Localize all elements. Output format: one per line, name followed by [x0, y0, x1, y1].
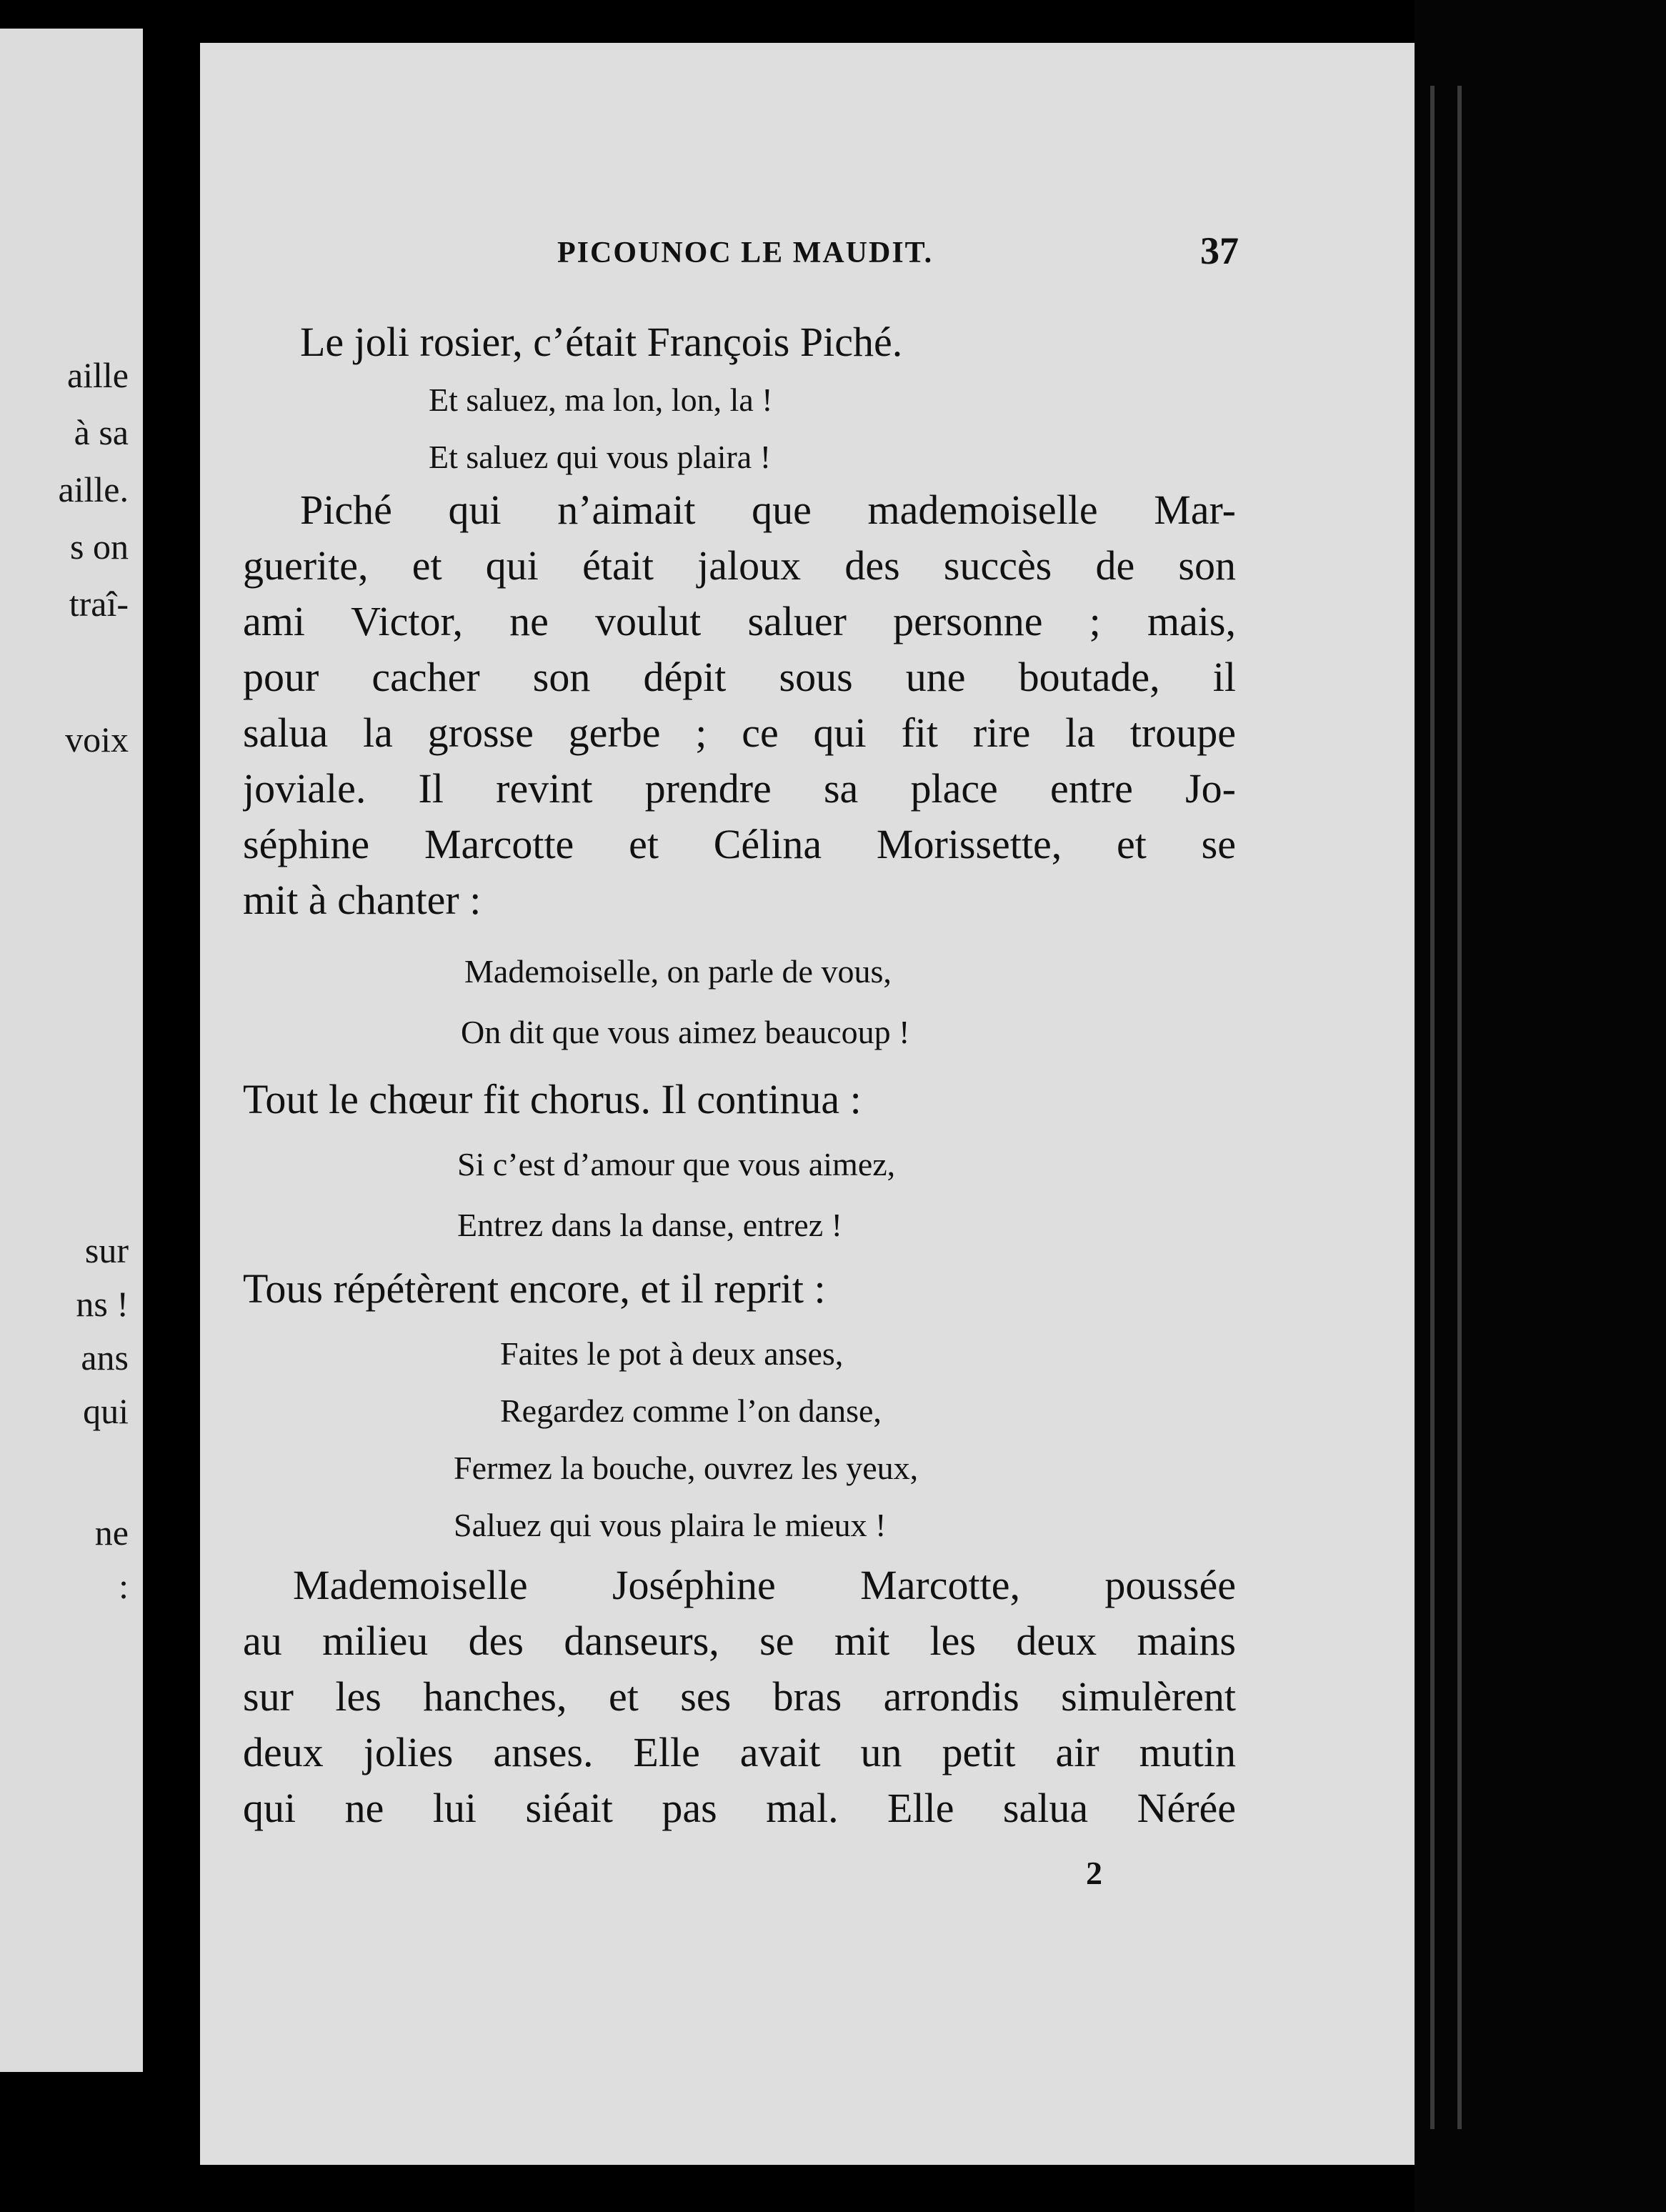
paragraph-line: ami Victor, ne voulut saluer personne ; mais, — [243, 598, 1236, 644]
verse-line: Et saluez qui vous plaira ! — [429, 439, 772, 475]
text-line: Tout le chœur fit chorus. Il continua : — [243, 1076, 862, 1122]
verse-line: Saluez qui vous plaira le mieux ! — [454, 1507, 887, 1543]
left-page-fragment: voix — [65, 719, 129, 759]
left-page-fragment: s on — [70, 527, 129, 567]
left-page-fragment: aille. — [58, 469, 129, 509]
verse-line: On dit que vous aimez beaucoup ! — [461, 1014, 910, 1050]
paragraph-line: joviale. Il revint prendre sa place entre Jo- — [243, 765, 1236, 812]
verse-line: Faites le pot à deux anses, — [500, 1335, 844, 1372]
verse-line: Regardez comme l’on danse, — [500, 1393, 882, 1429]
paragraph-line: qui ne lui siéait pas mal. Elle salua Nérée — [243, 1785, 1236, 1831]
verse-line: Fermez la bouche, ouvrez les yeux, — [454, 1450, 919, 1486]
paragraph-line: mit à chanter : — [243, 877, 482, 923]
paragraph-line: salua la grosse gerbe ; ce qui fit rire la troupe — [243, 709, 1236, 756]
left-page-fragment: qui — [83, 1391, 129, 1431]
paragraph-line: deux jolies anses. Elle avait un petit air mutin — [243, 1729, 1236, 1775]
previous-page-fragment — [0, 29, 143, 2072]
text-line: Tous répétèrent encore, et il reprit : — [243, 1265, 826, 1312]
paragraph — [243, 1558, 1236, 1836]
left-page-fragment: ans — [81, 1337, 129, 1377]
left-page-fragment: ne — [94, 1513, 129, 1553]
verse-line: Et saluez, ma lon, lon, la ! — [429, 382, 773, 418]
paragraph-line: au milieu des danseurs, se mit les deux mains — [243, 1618, 1236, 1664]
left-page-fragment: : — [119, 1566, 129, 1606]
left-page-fragment: ns ! — [76, 1284, 129, 1324]
paragraph-line: pour cacher son dépit sous une boutade, il — [243, 654, 1236, 700]
left-page-fragment: aille — [66, 355, 129, 395]
text-line: Le joli rosier, c’était François Piché. — [300, 319, 903, 365]
page-number: 37 — [1200, 229, 1239, 272]
paragraph-line: Mademoiselle Joséphine Marcotte, poussée — [293, 1562, 1236, 1608]
left-page-fragment: traî- — [69, 584, 129, 624]
book-edge — [1415, 0, 1666, 2212]
paragraph-line: séphine Marcotte et Célina Morissette, et se — [243, 821, 1236, 867]
paragraph-line: sur les hanches, et ses bras arrondis simulèrent — [243, 1673, 1236, 1720]
verse-line: Entrez dans la danse, entrez ! — [457, 1207, 842, 1243]
running-title: PICOUNOC LE MAUDIT. — [557, 236, 934, 269]
left-page-fragment: à sa — [74, 412, 129, 452]
signature-mark: 2 — [1086, 1855, 1102, 1891]
verse-line: Si c’est d’amour que vous aimez, — [457, 1146, 896, 1182]
paragraph — [243, 482, 1236, 928]
paragraph-line: guerite, et qui était jaloux des succès de son — [243, 542, 1236, 589]
verse-line: Mademoiselle, on parle de vous, — [464, 953, 892, 990]
paragraph-line: Piché qui n’aimait que mademoiselle Mar- — [300, 487, 1236, 533]
left-page-fragment: sur — [84, 1230, 129, 1270]
book-gutter — [143, 0, 200, 2212]
